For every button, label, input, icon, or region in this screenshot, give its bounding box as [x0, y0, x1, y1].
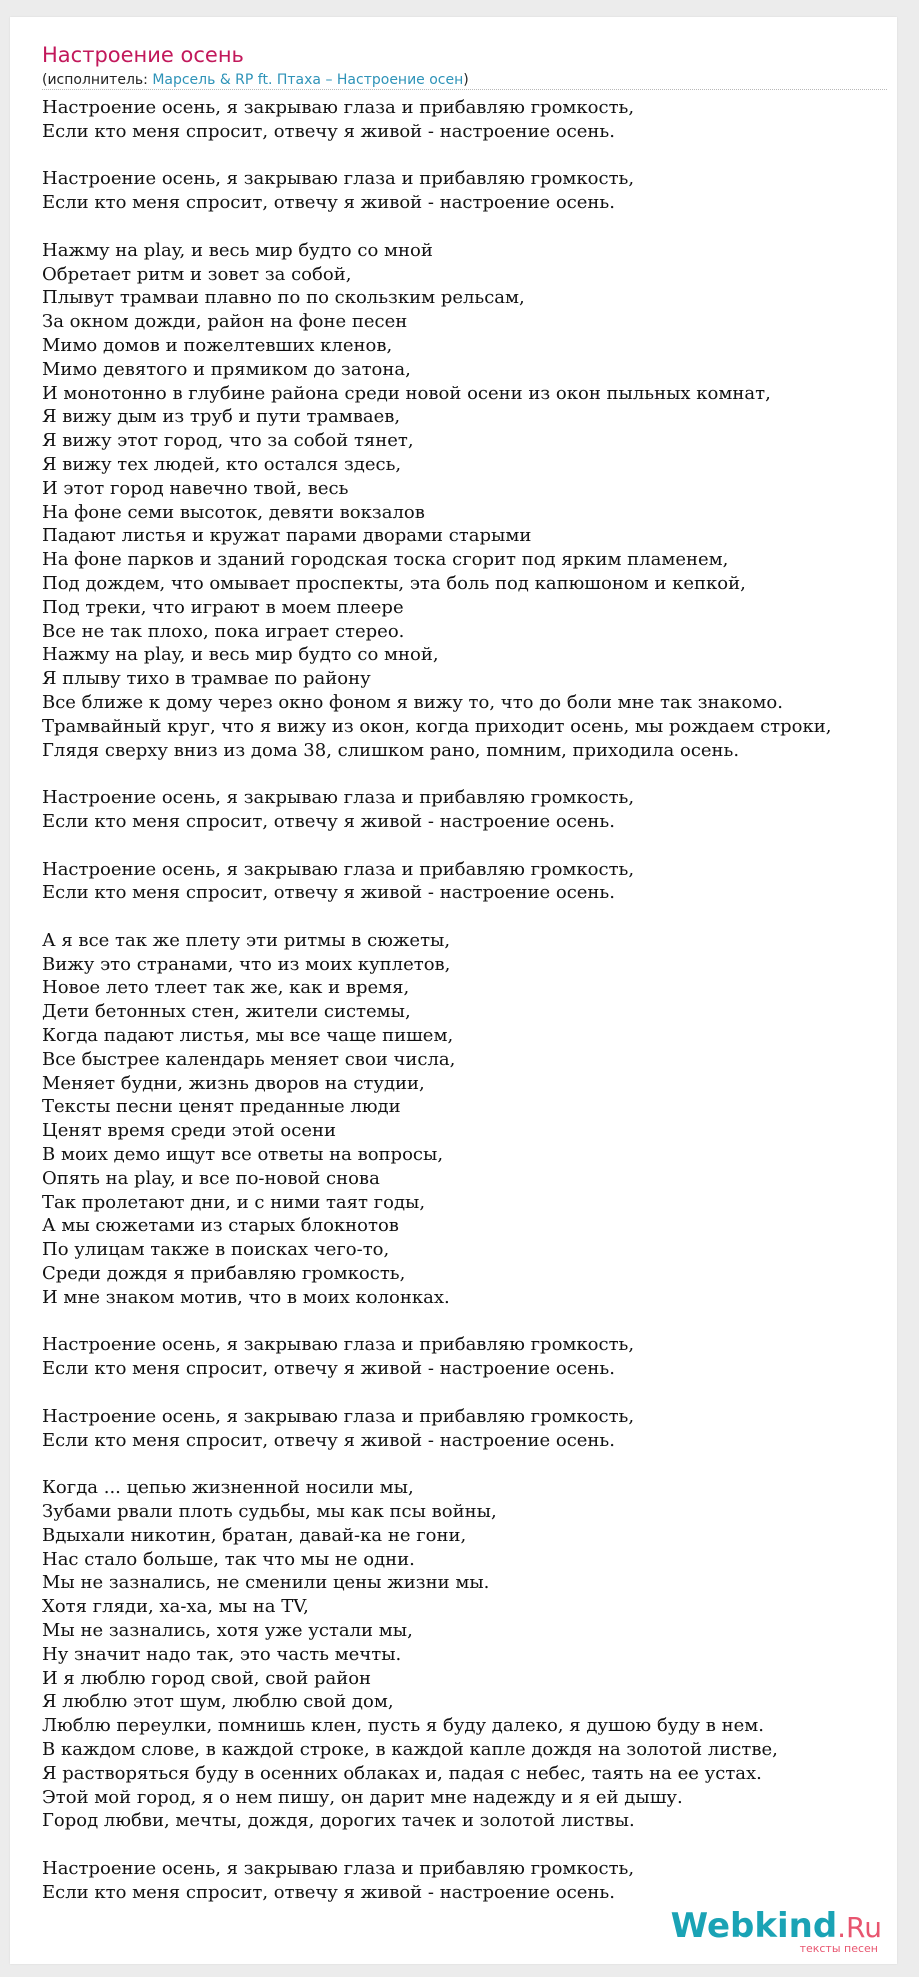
lyrics-line: Мимо домов и пожелтевших кленов,: [42, 334, 393, 356]
lyrics-text: [42, 96, 897, 1905]
lyrics-line: Трамвайный круг, что я вижу из окон, когда приходит осень, мы рождаем строки,: [42, 715, 832, 737]
lyrics-line: Настроение осень, я закрываю глаза и прибавляю громкость,: [42, 1857, 635, 1879]
lyrics-line: Тексты песни ценят преданные люди: [42, 1096, 401, 1118]
lyrics-blank-line: [42, 762, 897, 786]
lyrics-line: Ценят время среди этой осени: [42, 1120, 336, 1142]
lyrics-line: Все не так плохо, пока играет стерео.: [42, 620, 405, 642]
performer-link[interactable]: Марсель & RP ft. Птаха – Настроение осен: [152, 72, 464, 88]
lyrics-line: Город любви, мечты, дождя, дорогих тачек и золотой листвы.: [42, 1810, 635, 1832]
logo-tagline: тексты песен: [799, 1942, 878, 1955]
lyrics-line: И этот город навечно твой, весь: [42, 477, 349, 499]
lyrics-line: Если кто меня спросит, отвечу я живой - настроение осень.: [42, 1358, 615, 1380]
lyrics-line: Мы не зазнались, не сменили цены жизни мы.: [42, 1572, 490, 1594]
lyrics-line: Настроение осень, я закрываю глаза и прибавляю громкость,: [42, 168, 635, 190]
lyrics-line: Я люблю этот шум, люблю свой дом,: [42, 1691, 394, 1713]
lyrics-blank-line: [42, 215, 897, 239]
lyrics-line: Под треки, что играют в моем плеере: [42, 596, 404, 618]
lyrics-line: Настроение осень, я закрываю глаза и прибавляю громкость,: [42, 97, 635, 118]
lyrics-card: [10, 17, 897, 1964]
lyrics-line: Вдыхали никотин, братан, давай-ка не гони,: [42, 1524, 467, 1546]
lyrics-line: Если кто меня спросит, отвечу я живой - настроение осень.: [42, 882, 615, 904]
lyrics-line: И я люблю город свой, свой район: [42, 1667, 372, 1689]
lyrics-line: Если кто меня спросит, отвечу я живой - настроение осень.: [42, 192, 615, 214]
lyrics-line: Я вижу тех людей, кто остался здесь,: [42, 453, 402, 475]
lyrics-line: Я вижу дым из труб и пути трамваев,: [42, 406, 401, 428]
song-title: Настроение осень: [42, 43, 244, 67]
lyrics-line: Хотя гляди, ха-ха, мы на TV,: [42, 1596, 309, 1618]
lyrics-line: Люблю переулки, помнишь клен, пусть я буду далеко, я душою буду в нем.: [42, 1715, 765, 1737]
logo-tld: .Ru: [837, 1911, 882, 1944]
lyrics-line: Мимо девятого и прямиком до затона,: [42, 358, 411, 380]
lyrics-line: Меняет будни, жизнь дворов на студии,: [42, 1072, 425, 1094]
lyrics-line: В каждом слове, в каждой строке, в каждой капле дождя на золотой листве,: [42, 1738, 778, 1760]
lyrics-line: На фоне парков и зданий городская тоска сгорит под ярким пламенем,: [42, 549, 729, 571]
performer-prefix: (исполнитель:: [42, 72, 153, 88]
lyrics-line: Я растворяться буду в осенних облаках и, падая с небес, таять на ее устах.: [42, 1762, 762, 1784]
performer-suffix: ): [463, 72, 469, 88]
lyrics-line: По улицам также в поисках чего-то,: [42, 1239, 390, 1261]
lyrics-line: Обретает ритм и зовет за собой,: [42, 263, 352, 285]
lyrics-line: Если кто меня спросит, отвечу я живой - настроение осень.: [42, 1881, 615, 1903]
lyrics-line: Падают листья и кружат парами дворами старыми: [42, 525, 532, 547]
lyrics-line: Когда ... цепью жизненной носили мы,: [42, 1477, 414, 1499]
lyrics-line: Настроение осень, я закрываю глаза и прибавляю громкость,: [42, 1405, 635, 1427]
lyrics-line: Все быстрее календарь меняет свои числа,: [42, 1048, 456, 1070]
logo-main: Webkind: [670, 1906, 838, 1946]
lyrics-line: Нас стало больше, так что мы не одни.: [42, 1548, 415, 1570]
lyrics-blank-line: [42, 1452, 897, 1476]
lyrics-line: Нажму на play, и весь мир будто со мной,: [42, 644, 439, 666]
performer-line: [42, 70, 469, 90]
lyrics-line: Так пролетают дни, и с ними таят годы,: [42, 1191, 426, 1213]
lyrics-blank-line: [42, 905, 897, 929]
lyrics-blank-line: [42, 834, 897, 858]
lyrics-line: Я плыву тихо в трамвае по району: [42, 668, 371, 690]
lyrics-line: Ну значит надо так, это часть мечты.: [42, 1643, 402, 1665]
lyrics-line: Все ближе к дому через окно фоном я вижу то, что до боли мне так знакомо.: [42, 691, 783, 713]
lyrics-line: В моих демо ищут все ответы на вопросы,: [42, 1144, 444, 1166]
lyrics-line: Настроение осень, я закрываю глаза и прибавляю громкость,: [42, 1334, 635, 1356]
lyrics-line: Опять на play, и все по-новой снова: [42, 1167, 380, 1189]
lyrics-line: Этой мой город, я о нем пишу, он дарит мне надежду и я ей дышу.: [42, 1786, 683, 1808]
lyrics-line: Настроение осень, я закрываю глаза и прибавляю громкость,: [42, 787, 635, 809]
lyrics-line: Когда падают листья, мы все чаще пишем,: [42, 1025, 454, 1047]
lyrics-line: А мы сюжетами из старых блокнотов: [42, 1215, 399, 1237]
lyrics-line: За окном дожди, район на фоне песен: [42, 311, 408, 333]
lyrics-line: А я все так же плету эти ритмы в сюжеты,: [42, 929, 451, 951]
lyrics-line: Нажму на play, и весь мир будто со мной: [42, 239, 433, 261]
lyrics-line: Я вижу этот город, что за собой тянет,: [42, 430, 414, 452]
lyrics-blank-line: [42, 1310, 897, 1334]
lyrics-line: И мне знаком мотив, что в моих колонках.: [42, 1286, 450, 1308]
title-divider: [42, 89, 887, 90]
lyrics-line: Зубами рвали плоть судьбы, мы как псы войны,: [42, 1501, 497, 1523]
lyrics-line: Если кто меня спросит, отвечу я живой - настроение осень.: [42, 810, 615, 832]
lyrics-blank-line: [42, 144, 897, 168]
lyrics-blank-line: [42, 1381, 897, 1405]
lyrics-line: Настроение осень, я закрываю глаза и прибавляю громкость,: [42, 858, 635, 880]
site-logo[interactable]: [670, 1906, 882, 1955]
lyrics-line: Мы не зазнались, хотя уже устали мы,: [42, 1620, 413, 1641]
lyrics-line: Если кто меня спросит, отвечу я живой - настроение осень.: [42, 1429, 615, 1451]
lyrics-line: И монотонно в глубине района среди новой осени из окон пыльных комнат,: [42, 382, 771, 404]
lyrics-line: На фоне семи высоток, девяти вокзалов: [42, 501, 425, 523]
lyrics-line: Плывут трамваи плавно по по скользким рельсам,: [42, 287, 525, 309]
lyrics-line: Дети бетонных стен, жители системы,: [42, 1001, 411, 1023]
lyrics-line: Глядя сверху вниз из дома 38, слишком рано, помним, приходила осень.: [42, 739, 740, 761]
lyrics-line: Вижу это странами, что из моих куплетов,: [42, 953, 451, 975]
lyrics-line: Новое лето тлеет так же, как и время,: [42, 977, 410, 999]
lyrics-line: Под дождем, что омывает проспекты, эта боль под капюшоном и кепкой,: [42, 572, 746, 594]
lyrics-line: Если кто меня спросит, отвечу я живой - настроение осень.: [42, 120, 615, 142]
lyrics-blank-line: [42, 1833, 897, 1857]
lyrics-line: Среди дождя я прибавляю громкость,: [42, 1263, 406, 1285]
